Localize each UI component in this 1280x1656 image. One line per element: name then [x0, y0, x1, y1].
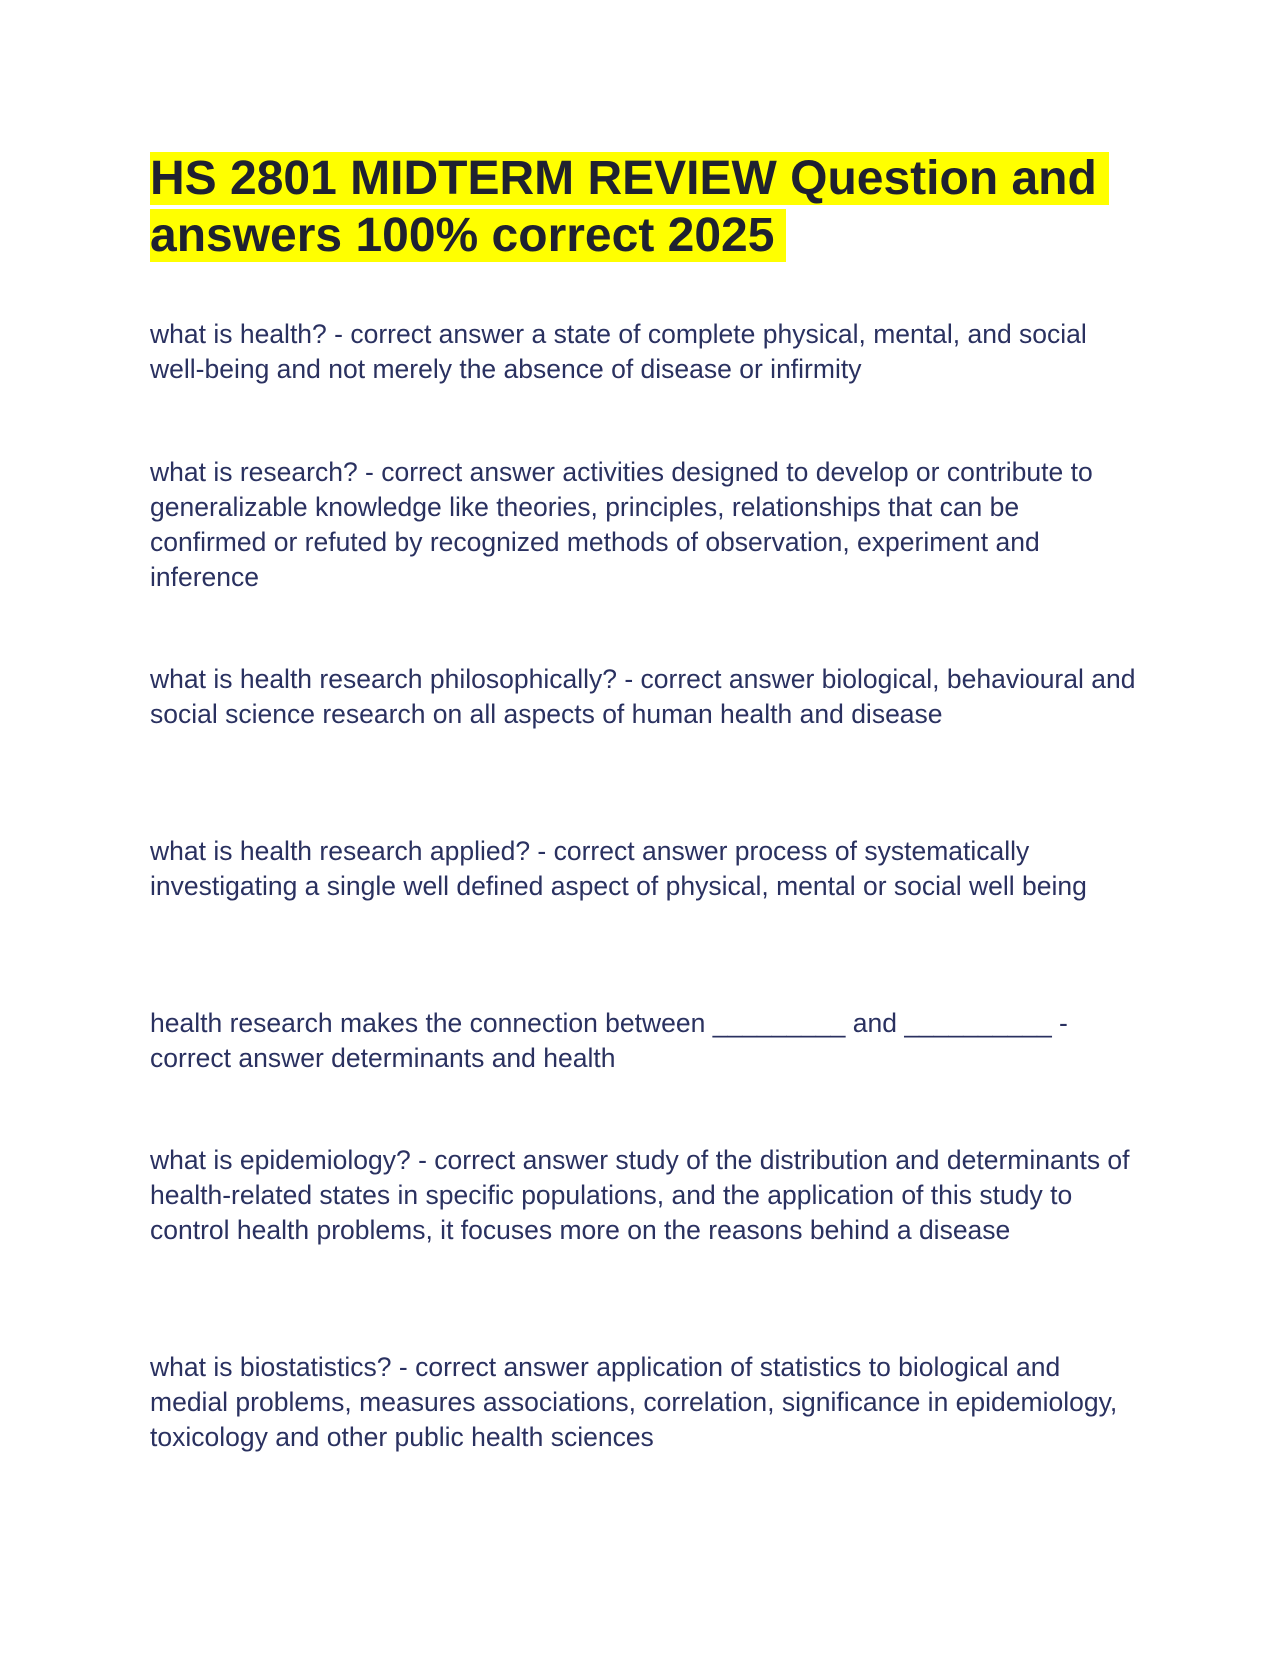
- qa-item-research: what is research? - correct answer activities designed to develop or contribute to generalizable knowledge like theories, principles, relationships that can be confirmed or refuted by recognized methods of observation, experiment and inference: [150, 457, 1093, 592]
- title-block: [150, 150, 1110, 264]
- qa-item-biostatistics: what is biostatistics? - correct answer application of statistics to biological and medial problems, measures associations, correlation, significance in epidemiology, toxicology and other public health sciences: [150, 1352, 1118, 1452]
- document-title: [150, 150, 1110, 264]
- qa-item-determinants: health research makes the connection between _________ and __________ - correct answer determinants and health: [150, 1008, 1068, 1073]
- qa-item-health: what is health? - correct answer a state of complete physical, mental, and social well-being and not merely the absence of disease or infirmity: [150, 319, 1087, 384]
- qa-item-health-research-philosophically: what is health research philosophically? - correct answer biological, behavioural and social science research on all aspects of human health and disease: [150, 664, 1136, 729]
- title-highlight: HS 2801 MIDTERM REVIEW Question and answers 100% correct 2025: [150, 152, 1109, 262]
- qa-item-epidemiology: what is epidemiology? - correct answer study of the distribution and determinants of health-related states in specific populations, and the application of this study to control health problems, it focuses more on the reasons behind a disease: [150, 1145, 1130, 1245]
- qa-item-health-research-applied: what is health research applied? - correct answer process of systematically investigating a single well defined aspect of physical, mental or social well being: [150, 836, 1087, 901]
